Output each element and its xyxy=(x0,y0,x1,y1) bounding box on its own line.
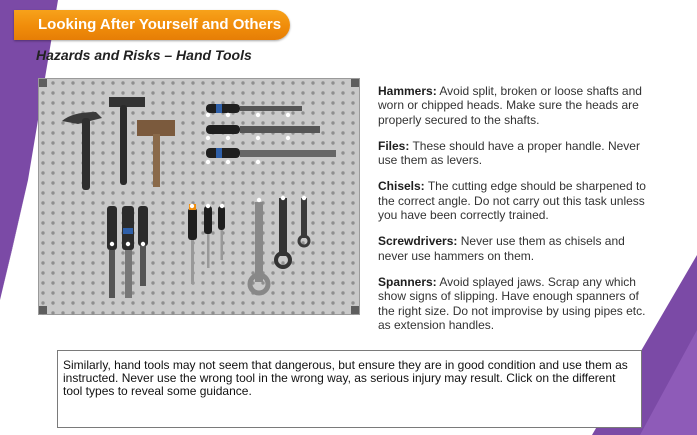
screwdrivers-term: Screwdrivers: xyxy=(378,234,458,249)
section-title-banner xyxy=(14,10,290,40)
files-term: Files: xyxy=(378,138,410,153)
chisels-guidance[interactable] xyxy=(378,179,650,222)
guidance-panel xyxy=(378,84,650,344)
files-text: These should have a proper handle. Never use them as levers. xyxy=(378,138,640,168)
screwdrivers-guidance[interactable] xyxy=(378,234,650,263)
files-guidance[interactable] xyxy=(378,139,650,168)
spanners-text: Avoid splayed jaws. Scrap any which show signs of slipping. Have enough spanners of the right size. Do not improvise by using pipes etc. as extension handles. xyxy=(378,274,646,332)
chisels-text: The cutting edge should be sharpened to the correct angle. Do not carry out this task unless you have been correctly trained. xyxy=(378,179,646,223)
page-subtitle: Hazards and Risks – Hand Tools xyxy=(36,47,252,63)
screwdrivers-text: Never use them as chisels and never use hammers on them. xyxy=(378,234,625,263)
spanners-guidance[interactable] xyxy=(378,275,650,332)
hammers-text: Avoid split, broken or loose shafts and worn or chipped heads. Make sure the heads are properly secured to the shafts. xyxy=(378,84,642,127)
hammers-term: Hammers: xyxy=(378,84,437,98)
hammers-guidance[interactable] xyxy=(378,84,650,127)
chisels-group[interactable] xyxy=(107,206,148,298)
instruction-box: Similarly, hand tools may not seem that dangerous, but ensure they are in good condition and use them as instructed. Never use the wrong tool in the wrong way, as serious injury may result. Click on the different tool types to reveal some guidance. xyxy=(57,350,642,428)
spanners-term: Spanners: xyxy=(378,274,437,289)
pegboard xyxy=(38,78,360,315)
section-title: Looking After Yourself and Others xyxy=(38,16,282,33)
chisels-term: Chisels: xyxy=(378,179,425,194)
